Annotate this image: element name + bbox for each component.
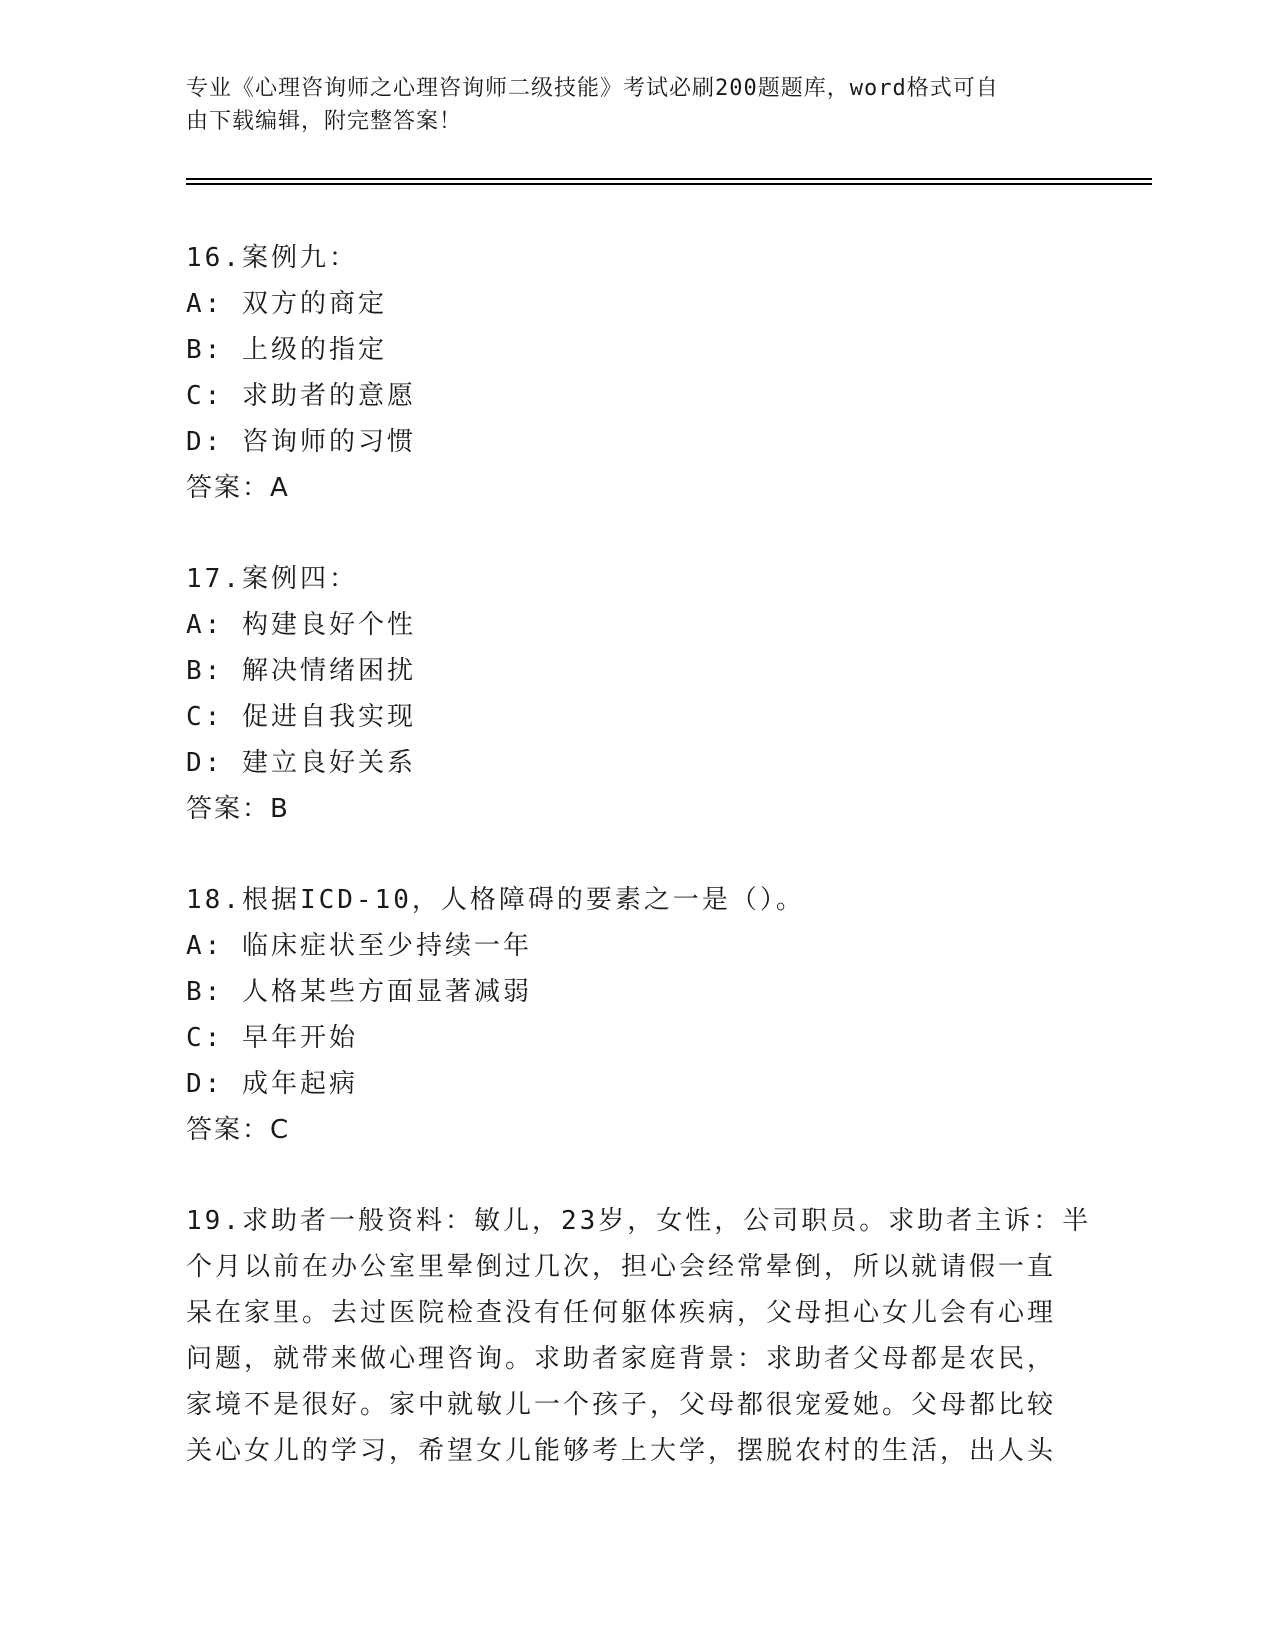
option-c: C: 早年开始: [186, 1023, 358, 1053]
option-d: D: 成年起病: [186, 1069, 358, 1099]
header-rule-top: [186, 178, 1152, 180]
question-stem: 16.案例九：: [186, 243, 358, 273]
q19-line-6: 关心女儿的学习，希望女儿能够考上大学，摆脱农村的生活，出人头: [186, 1436, 1057, 1466]
option-c: C: 促进自我实现: [186, 702, 416, 732]
option-c: C: 求助者的意愿: [186, 381, 416, 411]
answer-text: 答案：B: [186, 794, 290, 824]
option-a: A: 临床症状至少持续一年: [186, 931, 532, 961]
q19-line-4: 问题，就带来做心理咨询。求助者家庭背景：求助者父母都是农民，: [186, 1344, 1057, 1374]
document-body: [186, 235, 1092, 1519]
question-stem: 18.根据ICD-10，人格障碍的要素之一是（）。: [186, 885, 805, 915]
option-d: D: 建立良好关系: [186, 748, 416, 778]
header-line-2: 由下载编辑，附完整答案！: [186, 109, 463, 134]
answer-text: 答案：A: [186, 473, 290, 503]
option-d: D: 咨询师的习惯: [186, 427, 416, 457]
header-rule-bottom: [186, 183, 1152, 185]
option-b: B: 解决情绪困扰: [186, 656, 416, 686]
question-16: [186, 235, 1086, 511]
question-19: [186, 1198, 1092, 1474]
header-line-1: 专业《心理咨询师之心理咨询师二级技能》考试必刷200题题库，word格式可自: [186, 76, 999, 101]
q19-line-5: 家境不是很好。家中就敏儿一个孩子，父母都很宠爱她。父母都比较: [186, 1390, 1057, 1420]
option-b: B: 上级的指定: [186, 335, 387, 365]
question-17: [186, 556, 1086, 832]
document-header: [186, 72, 1066, 138]
q19-line-1: 19.求助者一般资料：敏儿，23岁，女性，公司职员。求助者主诉：半: [186, 1206, 1092, 1236]
question-18: [186, 877, 1086, 1153]
option-a: A: 构建良好个性: [186, 610, 416, 640]
q19-line-3: 呆在家里。去过医院检查没有任何躯体疾病，父母担心女儿会有心理: [186, 1298, 1057, 1328]
answer-text: 答案：C: [186, 1115, 291, 1145]
option-b: B: 人格某些方面显著减弱: [186, 977, 532, 1007]
question-stem: 17.案例四：: [186, 564, 358, 594]
option-a: A: 双方的商定: [186, 289, 387, 319]
q19-line-2: 个月以前在办公室里晕倒过几次，担心会经常晕倒，所以就请假一直: [186, 1252, 1057, 1282]
